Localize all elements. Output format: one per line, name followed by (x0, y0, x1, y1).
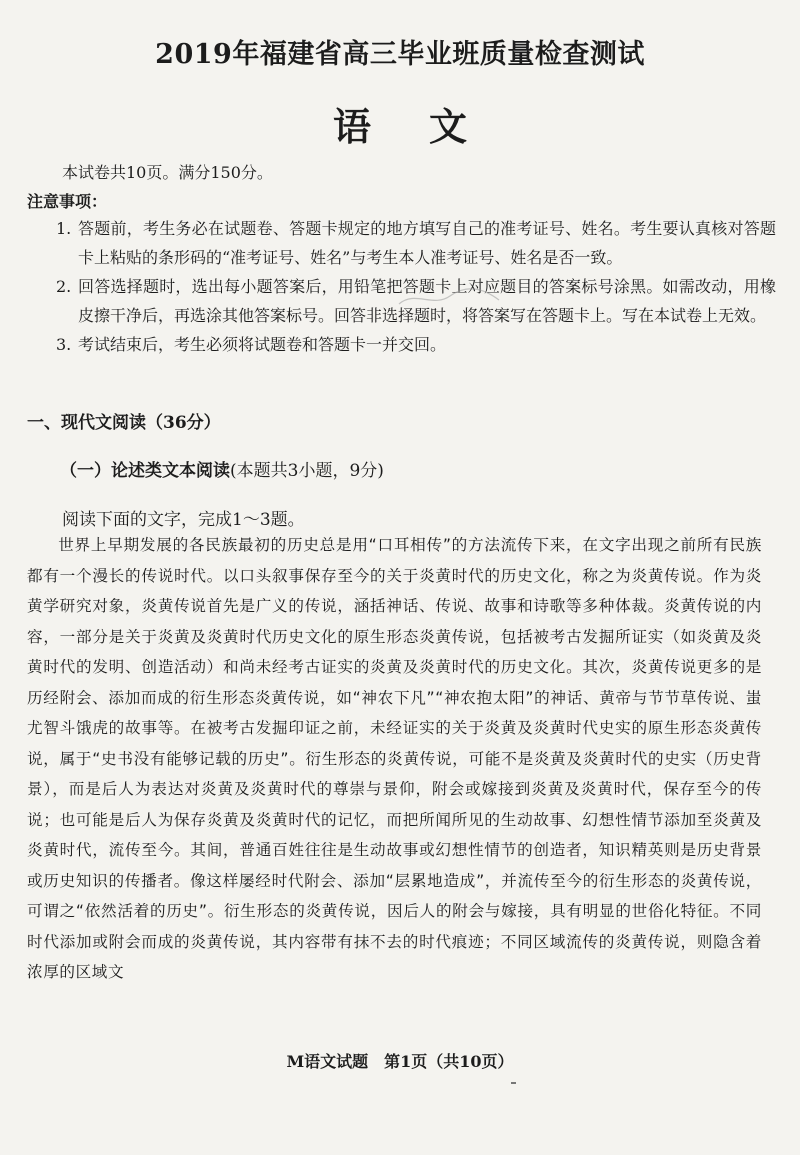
notice-item-number: 2. (56, 277, 72, 296)
notice-item-number: 3. (56, 335, 72, 354)
pencil-mark (395, 282, 505, 312)
notice-item-text: 答题前，考生务必在试题卷、答题卡规定的地方填写自己的准考证号、姓名。考生要认真核对答题卡上粘贴的条形码的“准考证号、姓名”与考生本人准考证号、姓名是否一致。 (78, 219, 776, 267)
exam-title: 2019年福建省高三毕业班质量检查测试 (155, 39, 645, 70)
print-speck (511, 1082, 516, 1084)
subject-title: 语文 (332, 104, 525, 149)
reading-passage: 世界上早期发展的各民族最初的历史总是用“口耳相传”的方法流传下来，在文字出现之前所有民族都有一个漫长的传说时代。以口头叙事保存至今的关于炎黄时代的历史文化，称之为炎黄传说。作为炎黄学研究对象，炎黄传说首先是广义的传说，涵括神话、传说、故事和诗歌等多种体裁。炎黄传说的内容，一部分是关于炎黄及炎黄时代历史文化的原生形态炎黄传说，包括被考古发掘所证实（如炎黄及炎黄时代的发明、创造活动）和尚未经考古证实的炎黄及炎黄时代的历史文化。其次，炎黄传说更多的是历经附会、添加而成的衍生形态炎黄传说，如“神农下凡”“神农抱太阳”的神话、黄帝与节节草传说、蚩尤智斗饿虎的故事等。在被考古发掘印证之前，未经证实的关于炎黄及炎黄时代史实的原生形态炎黄传说，属于“史书没有能够记载的历史”。衍生形态的炎黄传说，可能不是炎黄及炎黄时代的史实（历史背景），而是后人为表达对炎黄及炎黄时代的尊崇与景仰，附会或嫁接到炎黄及炎黄时代，保存至今的传说；也可能是后人为保存炎黄及炎黄时代的记忆，而把所闻所见的生动故事、幻想性情节添加至炎黄及炎黄时代，流传至今。其间，普通百姓往往是生动故事或幻想性情节的创造者，知识精英则是历史背景或历史知识的传播者。像这样屡经时代附会、添加“层累地造成”，并流传至今的衍生形态的炎黄传说，可谓之“依然活着的历史”。衍生形态的炎黄传说，因后人的附会与嫁接，具有明显的世俗化特征。不同时代添加或附会而成的炎黄传说，其内容带有抹不去的时代痕迹；不同区域流传的炎黄传说，则隐含着浓厚的区域文 (27, 536, 762, 981)
notice-heading: 注意事项： (27, 192, 108, 211)
reading-instruction: 阅读下面的文字，完成1～3题。 (62, 510, 305, 530)
page-footer: M语文试题 第1页（共10页） (286, 1052, 514, 1071)
notice-item-text: 考试结束后，考生必须将试题卷和答题卡一并交回。 (78, 335, 447, 354)
notice-item (56, 330, 776, 359)
notice-item (56, 214, 776, 272)
section-heading: 一、现代文阅读（36分） (27, 413, 221, 433)
notice-item-number: 1. (56, 219, 72, 238)
subsection-score: (本题共3小题，9分) (230, 461, 384, 481)
notice-item-text: 回答选择题时，选出每小题答案后，用铅笔把答题卡上对应题目的答案标号涂黑。如需改动，用橡皮擦干净后，再选涂其他答案标号。回答非选择题时，将答案写在答题卡上。写在本试卷上无效。 (78, 277, 776, 325)
subsection-heading (60, 456, 384, 481)
page-info: 本试卷共10页。满分150分。 (62, 163, 273, 182)
subsection-title: （一）论述类文本阅读 (60, 461, 230, 481)
